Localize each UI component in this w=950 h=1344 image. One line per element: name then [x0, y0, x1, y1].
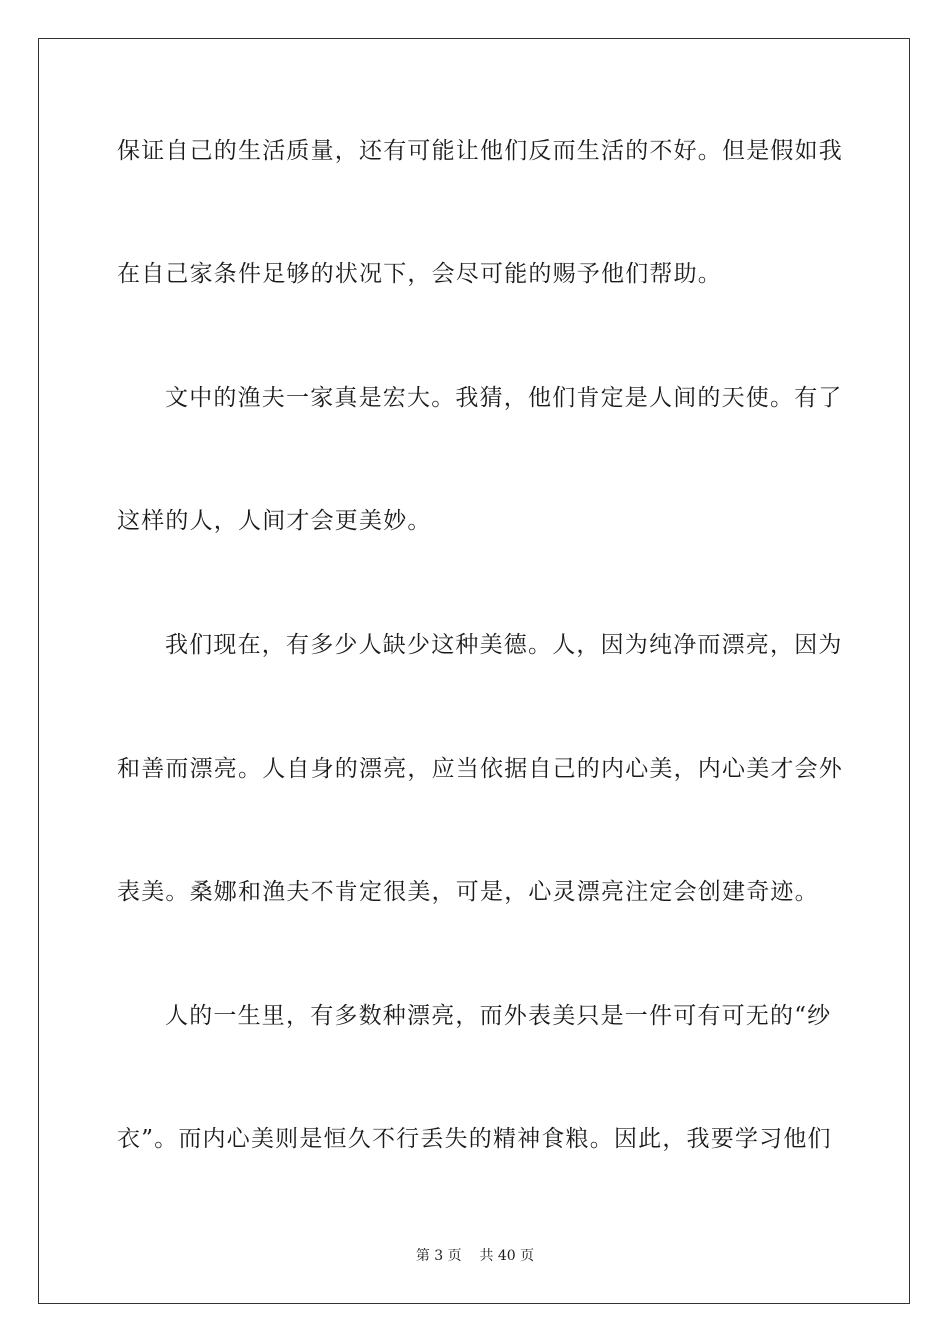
text-line-3: 文中的渔夫一家真是宏大。我猜，他们肯定是人间的天使。有了	[165, 385, 843, 411]
text-line-6: 和善而漂亮。人自身的漂亮，应当依据自己的内心美，内心美才会外	[117, 756, 843, 782]
text-line-7: 表美。桑娜和渔夫不肯定很美，可是，心灵漂亮注定会创建奇迹。	[117, 879, 819, 905]
text-line-1: 保证自己的生活质量，还有可能让他们反而生活的不好。但是假如我	[117, 138, 843, 164]
text-line-9: 衣”。而内心美则是恒久不行丢失的精神食粮。因此，我要学习他们	[117, 1126, 832, 1152]
page-number: 第 3 页	[415, 1248, 462, 1264]
text-line-5: 我们现在，有多少人缺少这种美德。人，因为纯净而漂亮，因为	[165, 632, 843, 658]
text-line-8: 人的一生里，有多数种漂亮，而外表美只是一件可有可无的“纱	[165, 1003, 832, 1029]
page-border	[38, 38, 910, 1304]
text-line-4: 这样的人，人间才会更美妙。	[117, 508, 432, 534]
page-footer	[0, 1247, 950, 1265]
text-line-2: 在自己家条件足够的状况下，会尽可能的赐予他们帮助。	[117, 261, 722, 287]
page-total: 共 40 页	[479, 1248, 535, 1264]
